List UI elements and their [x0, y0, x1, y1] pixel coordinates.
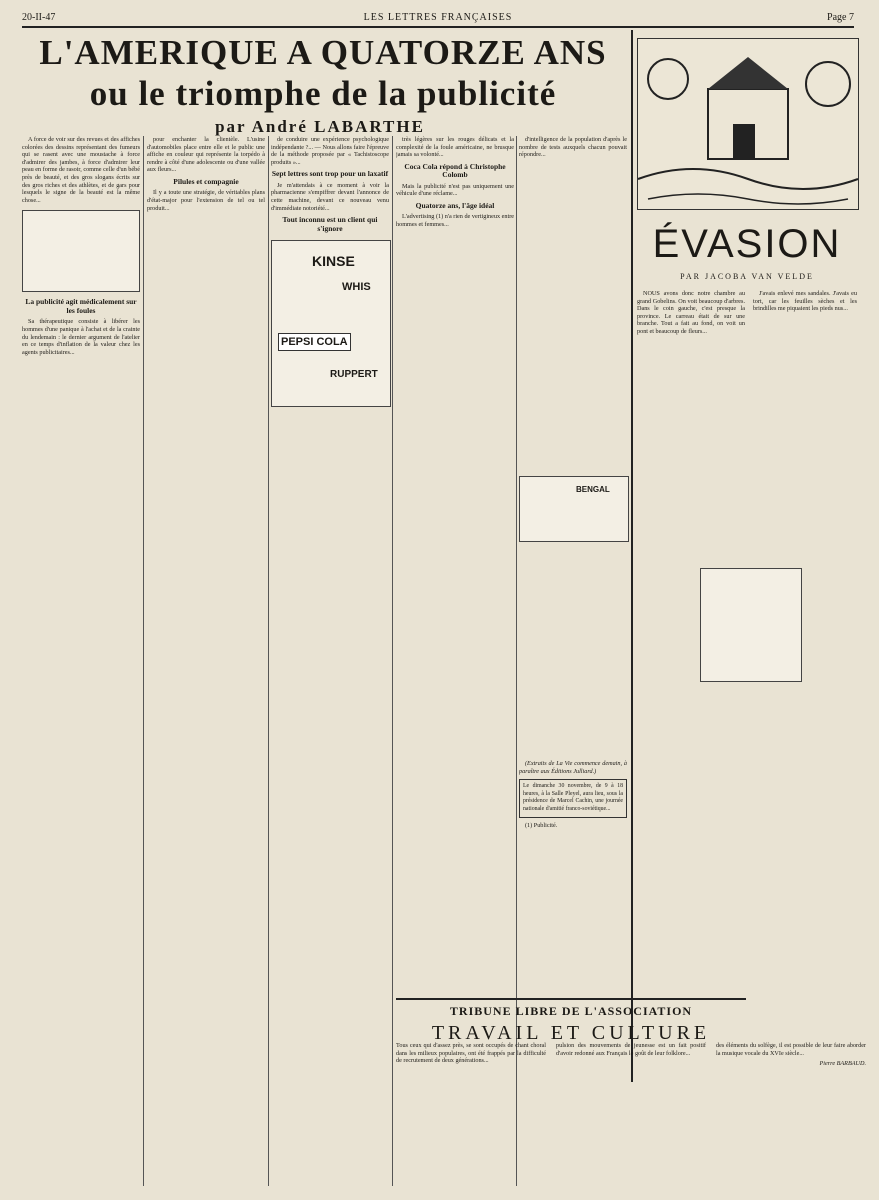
section-heading: Sept lettres sont trop pour un laxatif: [271, 169, 389, 179]
column-rule: [143, 136, 144, 1186]
cartoon-illustration: [22, 210, 140, 292]
journal-name: LES LETTRES FRANÇAISES: [363, 12, 513, 23]
section-heading: Tout inconnu est un client qui s'ignore: [282, 215, 378, 233]
tribune-paragraph: des éléments du solfège, il est possible de leur faire aborder la musique vocale du XVIe siècle...: [716, 1042, 866, 1057]
article-paragraph: Il y a toute une stratégie, de véritables plans d'état-major pour l'extension de tel ou tel produit...: [147, 189, 265, 212]
sidebar-rule: [631, 30, 633, 1082]
evasion-paragraph: J'avais enlevé mes sandales. J'avais eu tort, car les feuilles sèches et les brindilles me piquaient les pieds nus...: [753, 290, 857, 313]
article-paragraph: de conduire une expérience psychologique indépendante ?... — Nous allons faire l'épreuve de la méthode proposée par « Tachistoscope produits »...: [271, 136, 389, 166]
article-paragraph: très légères sur les rouges délicats et la complexité de la foule américaine, ne brusque jamais sa volonté...: [396, 136, 514, 159]
announcement-box: Le dimanche 30 novembre, de 9 à 18 heures, à la Salle Pleyel, aura lieu, sous la présidence de Marcel Cachin, une journée nationale d'amitié franco-soviétique...: [519, 779, 627, 817]
evasion-author: PAR JACOBA VAN VELDE: [680, 272, 814, 281]
article-paragraph: d'intelligence de la population d'après le nombre de tests auxquels chacun pouvait répondre...: [519, 136, 627, 159]
article-paragraph: pour enchanter la clientèle. L'usine d'automobiles place entre elle et le public une affiche en couleur qui représente la torpédo à rendre à côté d'une adolescente ou d'une vallée aux fleurs...: [147, 136, 265, 174]
footnote: (1) Publicité.: [525, 821, 558, 829]
ad-lettering: RUPPERT: [330, 369, 378, 380]
section-heading: La publicité agit médicalement sur les foules: [25, 297, 137, 315]
section-heading: Coca Cola répond à Christophe Colomb: [404, 161, 506, 180]
castle-forest-illustration: [638, 39, 858, 209]
article-column-1: [22, 136, 140, 1188]
advertising-collage-illustration: [271, 240, 391, 407]
article-paragraph: Sa thérapeutique consiste à libérer les hommes d'une panique à l'achat et de la crainte du lendemain : le dernier argument de l'atelier en ce temps d'inflation de la valeur chez les agents publicitaires...: [22, 318, 140, 356]
article-paragraph: L'advertising (1) n'a rien de vertigineux entre hommes et femmes...: [396, 213, 514, 229]
tribune-subtitle: TRAVAIL ET CULTURE: [431, 1022, 711, 1044]
title-line-1: L'AMERIQUE A QUATORZE ANS: [39, 33, 607, 72]
column-rule: [268, 136, 269, 1186]
evasion-illustration: [637, 38, 859, 210]
page-number: Page 7: [827, 12, 854, 23]
evasion-column-1: [637, 290, 745, 1188]
ad-lettering: KINSE: [312, 253, 355, 269]
column-rule: [392, 136, 393, 1186]
evasion-column-2: [753, 290, 857, 1188]
tribune-title: TRIBUNE LIBRE DE L'ASSOCIATION: [449, 1004, 693, 1018]
article-byline: par André LABARTHE: [215, 117, 425, 136]
evasion-title: ÉVASION: [652, 222, 842, 266]
article-paragraph: A force de voir sur des revues et des affiches colorées des dessins représentant des fumeurs qui se rasent avec une moustache à force d'admirer des jambes, à force d'admirer leur peau en forme de rasoir, comme celle d'un bébé près de beauté, et des gros slogans écrits sur des gros riches et des athlètes, et de gars pour lesquels le signe de la beauté est la même chose...: [22, 136, 140, 204]
tribune-column: pulsion des mouvements de jeunesse est un fait positif d'avoir redonné aux Français le goût de leur folklore...: [556, 1042, 706, 1057]
section-heading: Pilules et compagnie: [173, 176, 239, 186]
issue-date: 20-II-47: [22, 12, 56, 23]
title-line-2: ou le triomphe de la publicité: [89, 74, 557, 113]
figure-drawing: [700, 568, 802, 682]
article-column-5: [519, 136, 627, 566]
source-note: (Extraits de La Vie commence demain, à paraître aux Éditions Julliard.): [519, 760, 627, 775]
page-header: [22, 12, 854, 28]
article-title: [20, 32, 626, 114]
tribune-column: Tous ceux qui d'assez près, se sont occupés de chant choral dans les milieux populaires, ont été frappés par la difficulté de recrutement de deux générations...: [396, 1042, 546, 1065]
evasion-paragraph: NOUS avons donc notre chambre au grand Gobelins. On voit beaucoup d'arbres. Dans le coin gauche, c'est presque la province. Le carreau était de sur une branche. Tout a fait au fond, on voit un pont et beaucoup de fleurs...: [637, 290, 745, 335]
ad-lettering: WHIS: [342, 281, 371, 293]
article-column-2: [147, 136, 265, 1188]
tribune-signature: Pierre BARBAUD.: [819, 1060, 866, 1068]
article-paragraph: Mais la publicité n'est pas uniquement une véhicule d'une réclame...: [396, 182, 514, 198]
ad-lettering: PEPSI COLA: [278, 333, 351, 351]
ad-lettering: BENGAL: [576, 485, 610, 494]
section-heading: Quatorze ans, l'âge idéal: [415, 200, 495, 210]
article-paragraph: Je m'attendais à ce moment à voir la pharmacienne s'empiffrer devant l'annonce de cette machine, devant ce nouveau venu d'immédiate notoriété...: [271, 181, 389, 212]
article-column-5-end: [519, 760, 627, 996]
